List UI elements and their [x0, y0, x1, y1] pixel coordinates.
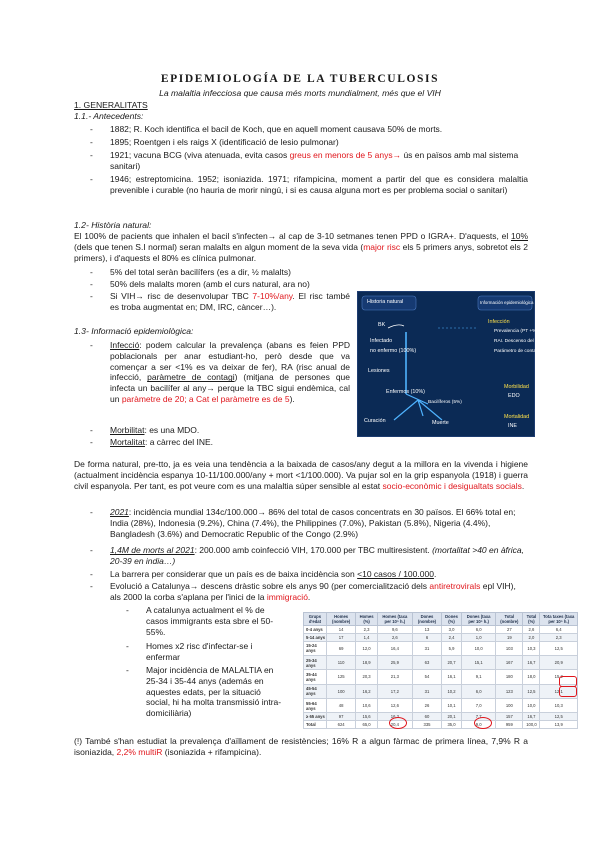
table-cell: 27: [496, 626, 523, 634]
mortalitat-item: Mortalitat: a càrrec del INE.: [110, 437, 213, 447]
table-cell: 26: [413, 698, 442, 712]
antecedent-1946: 1946; estreptomicina. 1952; isoniazida. 1971; rifampicina, moment a partir del que es considera malaltia prevenible i curable (no hauria de morir ningú, i si es causa alguna mort es per problema social o sanitari): [110, 174, 528, 195]
table-cell: 335: [413, 721, 442, 729]
row-label-cell: 0-4 anys: [304, 626, 327, 634]
diagram-prevalencia-label: Prevalencia (PT +%): [494, 329, 539, 334]
table-cell: 31: [413, 641, 442, 655]
table-row: [304, 670, 578, 684]
table-cell: 10,2: [441, 684, 461, 698]
table-cell: 10,6: [356, 698, 377, 712]
barrera-item: La barrera per considerar que un país es de baixa incidència son <10 casos / 100.000.: [110, 569, 437, 579]
bacilifers-item: 5% del total seràn bacilífers (es a dir, ½ malalts): [110, 267, 291, 277]
diagram-infeccion-label: Infección: [488, 319, 510, 325]
table-cell: 16,7: [523, 713, 540, 721]
table-cell: 15,1: [462, 655, 496, 669]
table-cell: 959: [496, 721, 523, 729]
table-cell: 25,9: [377, 655, 412, 669]
diagram-edo-label: EDO: [508, 393, 520, 399]
table-cell: 2,6: [377, 633, 412, 641]
table-cell: 123: [496, 684, 523, 698]
major-incidencia-item: Major incidència de MALALTIA en 25-34 i 35-44 anys (además en aquestes edats, per la situació social, hi ha molta transmissió intra-domiciliària): [146, 665, 282, 719]
tendencia-paragraph: De forma natural, pre-tto, ja es veia una tendència a la baixada de casos/any degut a la millora en la vivenda i higiene (actualment incidència espanya 10-11/100.000/any + mort <1/100.000). Va pujar sol en la grip espanyola (1918) i guerra civil espanyola. Per tant, es pot veure com es una malaltia súper sensible al estat socio-econòmic i desigualtats socials.: [74, 459, 528, 491]
catalunya-item: Evolució a Catalunya→ descens dràstic sobre els anys 90 (per comercialització dels antiretrovirals epl VIH), als 2000 la corba s'aplana per l'inici de la immigració.: [110, 581, 516, 602]
table-cell: 9,0: [462, 721, 496, 729]
table-cell: 15,2: [540, 670, 578, 684]
table-cell: 31: [413, 684, 442, 698]
table-row: [304, 633, 578, 641]
table-cell: 16,4: [377, 641, 412, 655]
historia-natural-diagram: [357, 291, 544, 437]
table-row: [304, 721, 578, 729]
col-header: Dones (%): [441, 613, 461, 626]
table-cell: 16,7: [523, 655, 540, 669]
bullet-dash: -: [126, 641, 129, 651]
table-cell: 9,6: [377, 626, 412, 634]
page-subtitle: La malaltia infecciosa que causa més morts mundialment, més que el VIH: [159, 88, 441, 98]
table-cell: 12,5: [540, 713, 578, 721]
table-cell: 16,3: [377, 713, 412, 721]
table-cell: 2,3: [540, 633, 578, 641]
table-cell: 100,0: [523, 721, 540, 729]
diagram-mortalidad-label: Mortalidad: [504, 414, 530, 420]
diagram-bk-label: BK: [378, 322, 386, 328]
table-cell: 103: [496, 641, 523, 655]
table-cell: 10,3: [540, 698, 578, 712]
diagram-bacilif-label: Bacilíferos (5%): [428, 400, 462, 405]
table-cell: 2,3: [356, 626, 377, 634]
bullet-dash: -: [90, 340, 93, 350]
table-cell: 18,9: [356, 655, 377, 669]
table-cell: 2,0: [523, 633, 540, 641]
table-row: [304, 684, 578, 698]
table-cell: 65,0: [356, 721, 377, 729]
table-cell: 9,1: [462, 670, 496, 684]
resistencies-paragraph: (!) També s'han estudiat la prevalença d'aïllament de resistències; 16% R a algun fàrmac de primera línea, 7,9% R a isoniazida, 2,2% multiR (isoniazida + rifampicina).: [74, 736, 528, 757]
row-label-cell: 45-54 anys: [304, 684, 327, 698]
table-cell: 10,1: [441, 698, 461, 712]
highlight-box-35-44: [559, 686, 577, 697]
vih-risk-item: Si VIH→ risc de desenvolupar TBC 7-10%/any. El risc també es troba augmentat en; DM, IRC, càncer…).: [110, 291, 350, 312]
row-label-cell: 25-34 anys: [304, 655, 327, 669]
col-header: Homes (nombre): [326, 613, 356, 626]
diagram-curacion-label: Curación: [364, 418, 386, 424]
table-cell: 100: [496, 698, 523, 712]
diagram-morbilidad-label: Morbilidad: [504, 384, 529, 390]
bullet-dash: -: [90, 545, 93, 555]
table-cell: 2,4: [441, 633, 461, 641]
table-cell: 100: [326, 684, 356, 698]
table-cell: 14: [326, 626, 356, 634]
table-cell: 6: [413, 633, 442, 641]
table-cell: 12,0: [356, 641, 377, 655]
table-cell: 16,1: [441, 670, 461, 684]
morts-2021-item: 1,4M de morts al 2021: 200.000 amb coinfecció VIH, 170.000 per TBC multiresistent. (mortalitat >40 en àfrica, 20-39 en india…): [110, 545, 524, 566]
table-header-row: [304, 613, 578, 626]
table-cell: 60: [413, 713, 442, 721]
table-cell: 20,1: [441, 713, 461, 721]
table-cell: 125: [326, 670, 356, 684]
table: [303, 612, 578, 729]
diagram-noenfermo-label: no enfermo (100%): [370, 348, 417, 354]
table-cell: 18,0: [523, 670, 540, 684]
bullet-dash: -: [90, 137, 93, 147]
bullet-dash: -: [126, 665, 129, 675]
diagram-historia-label: Historia natural: [367, 299, 404, 305]
table-row: [304, 641, 578, 655]
homes-risc-item: Homes x2 risc d'infectar-se i enfermar: [146, 641, 253, 662]
table-cell: 17,2: [377, 684, 412, 698]
row-label-cell: ≥ 65 anys: [304, 713, 327, 721]
section-1-2-heading: 1.2- Història natural:: [74, 220, 152, 230]
table-cell: 2,6: [523, 626, 540, 634]
highlight-oval-dones: [474, 717, 492, 729]
bullet-dash: -: [90, 569, 93, 579]
table-cell: 35,0: [441, 721, 461, 729]
diagram-ine-label: INE: [508, 423, 517, 429]
antecedent-1895: 1895; Roentgen i els raigs X (identificació de lesio pulmonar): [110, 137, 339, 147]
table-cell: 63: [413, 655, 442, 669]
table-cell: 6,0: [462, 626, 496, 634]
table-cell: 48: [326, 698, 356, 712]
table-cell: 13: [413, 626, 442, 634]
antecedent-1882: 1882; R. Koch identifica el bacil de Koch, que en aquell moment causava 50% de morts.: [110, 124, 443, 134]
table-cell: 97: [326, 713, 356, 721]
bullet-dash: -: [90, 425, 93, 435]
table-cell: 6,4: [540, 626, 578, 634]
diagram-lesiones-label: Lesiones: [368, 368, 390, 374]
historia-natural-paragraph: El 100% de pacients que inhalen el bacil s'infecten→ al cap de 3-10 setmanes tenen PPD o IGRA+. D'aquests, el 10% (dels que tenen S.I normal) seran malalts en algun moment de la seva vida (major risc els 5 primers anys, sobretot els 2 primers), i d'aquests el 80% es clínica pulmonar.: [74, 231, 528, 263]
immigrants-item: A catalunya actualment el % de casos immigrants esta sbre el 50-55%.: [146, 605, 274, 637]
table-cell: 13,9: [540, 721, 578, 729]
diagram-muerte-label: Muerte: [432, 420, 449, 426]
table-cell: 7,0: [462, 698, 496, 712]
section-1-1-heading: 1.1.- Antecedents:: [74, 111, 144, 121]
bullet-dash: -: [90, 279, 93, 289]
table-cell: 10,0: [523, 698, 540, 712]
bullet-dash: -: [126, 605, 129, 615]
diagram-parametro-label: Parámetro de contagio: [494, 349, 543, 354]
age-incidence-table: [303, 612, 578, 729]
table-cell: 54: [413, 670, 442, 684]
table-cell: 157: [496, 713, 523, 721]
col-header: Homes (%): [356, 613, 377, 626]
table-cell: 12,5: [540, 641, 578, 655]
col-header: Homes (taxa per 10⁵ h.): [377, 613, 412, 626]
col-header: Grups d'edat: [304, 613, 327, 626]
table-cell: 16,2: [356, 684, 377, 698]
table-cell: 20,7: [441, 655, 461, 669]
table-cell: 12,6: [377, 698, 412, 712]
highlight-oval-homes: [389, 717, 407, 729]
table-cell: 12,5: [523, 684, 540, 698]
table-cell: 12,1: [540, 684, 578, 698]
col-header: Dones (nombre): [413, 613, 442, 626]
diagram-enfermos-label: Enfermos (10%): [386, 389, 425, 395]
table-cell: 21,3: [377, 670, 412, 684]
row-label-cell: 55-64 anys: [304, 698, 327, 712]
diagram-rai-label: RAI. Descenso del RAI: [494, 339, 544, 344]
col-header: Total (%): [523, 613, 540, 626]
table-row: [304, 626, 578, 634]
table-cell: 7,7: [462, 713, 496, 721]
table-cell: 17: [326, 633, 356, 641]
antecedent-1921: 1921; vacuna BCG (viva atenuada, evita casos greus en menors de 5 anys→ ús en països amb mal sistema sanitari): [110, 150, 519, 171]
table-cell: 110: [326, 655, 356, 669]
table-cell: 19: [496, 633, 523, 641]
morbilitat-item: Morbilitat: es una MDO.: [110, 425, 200, 435]
table-cell: 1,0: [462, 633, 496, 641]
table-row: [304, 655, 578, 669]
col-header: Dones (taxa per 10⁵ h.): [462, 613, 496, 626]
bullet-dash: -: [90, 507, 93, 517]
table-cell: 20,9: [540, 655, 578, 669]
table-row: [304, 698, 578, 712]
infeccio-item: Infecció: podem calcular la prevalença (abans es feien PPD poblacionals per anar estudiant-ho, però desde que va començar a ser <1% es va deixar de fer), RA (risc anual de infecció, paràmetre de contagi) (mitjana de persones que infecta un bacilífer al any→ perque la TBC sigui endèmica, cal un paràmetre de 20; a Cat el paràmetre es de 5).: [110, 340, 351, 404]
table-cell: 20,4: [377, 721, 412, 729]
table-cell: 10,3: [523, 641, 540, 655]
table-cell: 10,0: [462, 641, 496, 655]
table-cell: 3,0: [441, 626, 461, 634]
section-1-3-heading: 1.3- Informació epidemiològica:: [74, 326, 194, 336]
row-label-cell: 15-24 anys: [304, 641, 327, 655]
row-label-cell: Total: [304, 721, 327, 729]
table-cell: 167: [496, 655, 523, 669]
table-cell: 15,6: [356, 713, 377, 721]
bullet-dash: -: [90, 581, 93, 591]
table-cell: 624: [326, 721, 356, 729]
table-cell: 1,4: [356, 633, 377, 641]
page-title: EPIDEMIOLOGÍA DE LA TUBERCULOSIS: [160, 73, 440, 85]
row-label-cell: 5-14 anys: [304, 633, 327, 641]
table-cell: 180: [496, 670, 523, 684]
bullet-dash: -: [90, 291, 93, 301]
bullet-dash: -: [90, 150, 93, 160]
incidencia-2021-item: 2021: incidència mundial 134c/100.000→ 86% del total de casos concentrats en 30 països. El 66% total en; India (28%), Indonesia (9.2%), China (7.4%), the Philippines (7.0%), Pakistan (5.8%), Nigeria (4.4%), Bangladesh (3.6%) and Democratic Republic of the Congo (2.9%): [110, 507, 516, 539]
bullet-dash: -: [90, 174, 93, 184]
table-cell: 5,9: [441, 641, 461, 655]
table-cell: 6,0: [462, 684, 496, 698]
diagram-infectado-label: Infectado: [370, 338, 393, 344]
moren-item: 50% dels malalts moren (amb el curs natural, ara no): [110, 279, 310, 289]
col-header: Total (nombre): [496, 613, 523, 626]
bullet-dash: -: [90, 267, 93, 277]
table-cell: 69: [326, 641, 356, 655]
section-1-heading: 1. GENERALITATS: [74, 100, 148, 110]
table-row: [304, 713, 578, 721]
diagram-info-label: Información epidemiológica: [480, 300, 534, 305]
bullet-dash: -: [90, 124, 93, 134]
bullet-dash: -: [90, 437, 93, 447]
row-label-cell: 35-44 anys: [304, 670, 327, 684]
col-header: Tota taxes (taxa per 10⁵ h.): [540, 613, 578, 626]
table-cell: 20,3: [356, 670, 377, 684]
